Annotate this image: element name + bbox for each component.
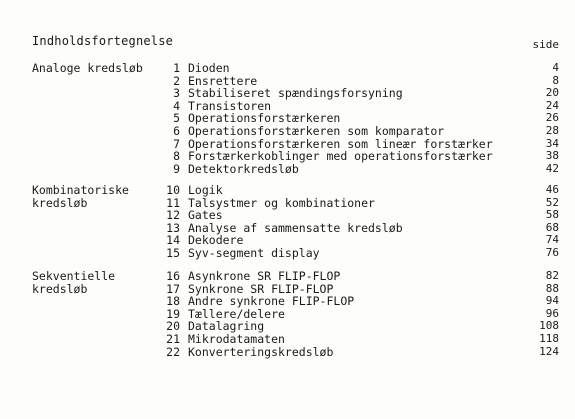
entry-number: 13 <box>166 220 180 235</box>
entry-title: Operationsforstærkeren <box>188 111 341 126</box>
entry-page: 74 <box>545 233 559 247</box>
entry-title: Tællere/delere <box>188 306 285 321</box>
entry-page: 76 <box>545 245 559 259</box>
section-label: Analoge kredsløb <box>32 61 143 75</box>
entry-number: 21 <box>166 331 180 346</box>
entry-number: 17 <box>166 281 180 296</box>
entry-number: 2 <box>173 73 180 88</box>
entry-number: 6 <box>173 123 180 138</box>
entry-title: Analyse af sammensatte kredsløb <box>188 220 403 235</box>
entry-title: Mikrodatamaten <box>188 331 285 346</box>
entry-number: 14 <box>166 233 180 248</box>
page-column-label: side <box>532 38 559 51</box>
entry-page: 124 <box>539 344 559 358</box>
entry-title: Operationsforstærkeren som komparator <box>188 123 445 138</box>
toc-entry <box>0 222 575 235</box>
entry-title: Forstærkerkoblinger med operationsforstærker <box>188 149 493 164</box>
section-label: Sekventielle kredsløb <box>32 269 116 296</box>
entry-page: 82 <box>545 269 559 282</box>
toc-entry <box>0 308 575 321</box>
entry-page: 52 <box>545 195 559 209</box>
toc-entry <box>0 333 575 346</box>
toc-entry <box>0 87 575 100</box>
toc-entry <box>0 346 575 359</box>
entry-page: 8 <box>552 73 559 87</box>
entry-title: Andre synkrone FLIP-FLOP <box>188 294 355 309</box>
entry-number: 20 <box>166 319 180 334</box>
toc-entry <box>0 320 575 333</box>
section-label: Kombinatoriske kredsløb <box>32 183 129 210</box>
entry-page: 34 <box>545 136 559 150</box>
entry-page: 26 <box>545 111 559 125</box>
entry-number: 19 <box>166 306 180 321</box>
entry-title: Transistoren <box>188 98 272 113</box>
entry-page: 46 <box>545 183 559 196</box>
entry-title: Datalagring <box>188 319 265 334</box>
entry-page: 58 <box>545 208 559 222</box>
entry-number: 10 <box>166 183 180 197</box>
toc-entry <box>0 62 575 75</box>
entry-page: 28 <box>545 123 559 137</box>
entry-page: 118 <box>539 331 559 345</box>
page-title: Indholdsfortegnelse <box>32 34 174 48</box>
entry-number: 7 <box>173 136 180 151</box>
entry-title: Syv-segment display <box>188 245 320 260</box>
entry-number: 11 <box>166 195 180 210</box>
entry-title: Ensrettere <box>188 73 258 88</box>
toc-entry <box>0 295 575 308</box>
entry-number: 16 <box>166 269 180 283</box>
entry-number: 9 <box>173 161 180 176</box>
entry-page: 96 <box>545 306 559 320</box>
entry-title: Stabiliseret spændingsforsyning <box>188 86 403 101</box>
entry-number: 18 <box>166 294 180 309</box>
toc-entry <box>0 270 575 283</box>
toc-entry <box>0 247 575 260</box>
entry-number: 3 <box>173 86 180 101</box>
entry-title: Gates <box>188 208 223 223</box>
entry-number: 22 <box>166 344 180 359</box>
entry-number: 15 <box>166 245 180 260</box>
entry-number: 8 <box>173 149 180 164</box>
entry-number: 4 <box>173 98 180 113</box>
entry-page: 20 <box>545 86 559 100</box>
entry-title: Dioden <box>188 61 230 75</box>
toc-entry <box>0 125 575 138</box>
entry-page: 24 <box>545 98 559 112</box>
entry-title: Asynkrone SR FLIP-FLOP <box>188 269 341 283</box>
toc-entry <box>0 163 575 176</box>
entry-page: 88 <box>545 281 559 295</box>
toc-entry <box>0 184 575 197</box>
entry-page: 4 <box>552 61 559 74</box>
section-entries <box>0 270 575 358</box>
entry-number: 12 <box>166 208 180 223</box>
entry-title: Detektorkredsløb <box>188 161 299 176</box>
entry-page: 38 <box>545 149 559 163</box>
entry-title: Talsystmer og kombinationer <box>188 195 375 210</box>
entry-page: 94 <box>545 294 559 308</box>
entry-number: 5 <box>173 111 180 126</box>
entry-page: 42 <box>545 161 559 175</box>
entry-page: 108 <box>539 319 559 333</box>
section-entries <box>0 184 575 260</box>
toc-entry <box>0 150 575 163</box>
entry-title: Konverteringskredsløb <box>188 344 334 359</box>
toc-entry <box>0 209 575 222</box>
entry-title: Synkrone SR FLIP-FLOP <box>188 281 334 296</box>
toc-entry <box>0 197 575 210</box>
entry-title: Dekodere <box>188 233 244 248</box>
entry-title: Operationsforstærkeren som lineær forstærker <box>188 136 493 151</box>
entry-title: Logik <box>188 183 223 197</box>
section-entries <box>0 62 575 175</box>
entry-number: 1 <box>173 61 180 75</box>
entry-page: 68 <box>545 220 559 234</box>
